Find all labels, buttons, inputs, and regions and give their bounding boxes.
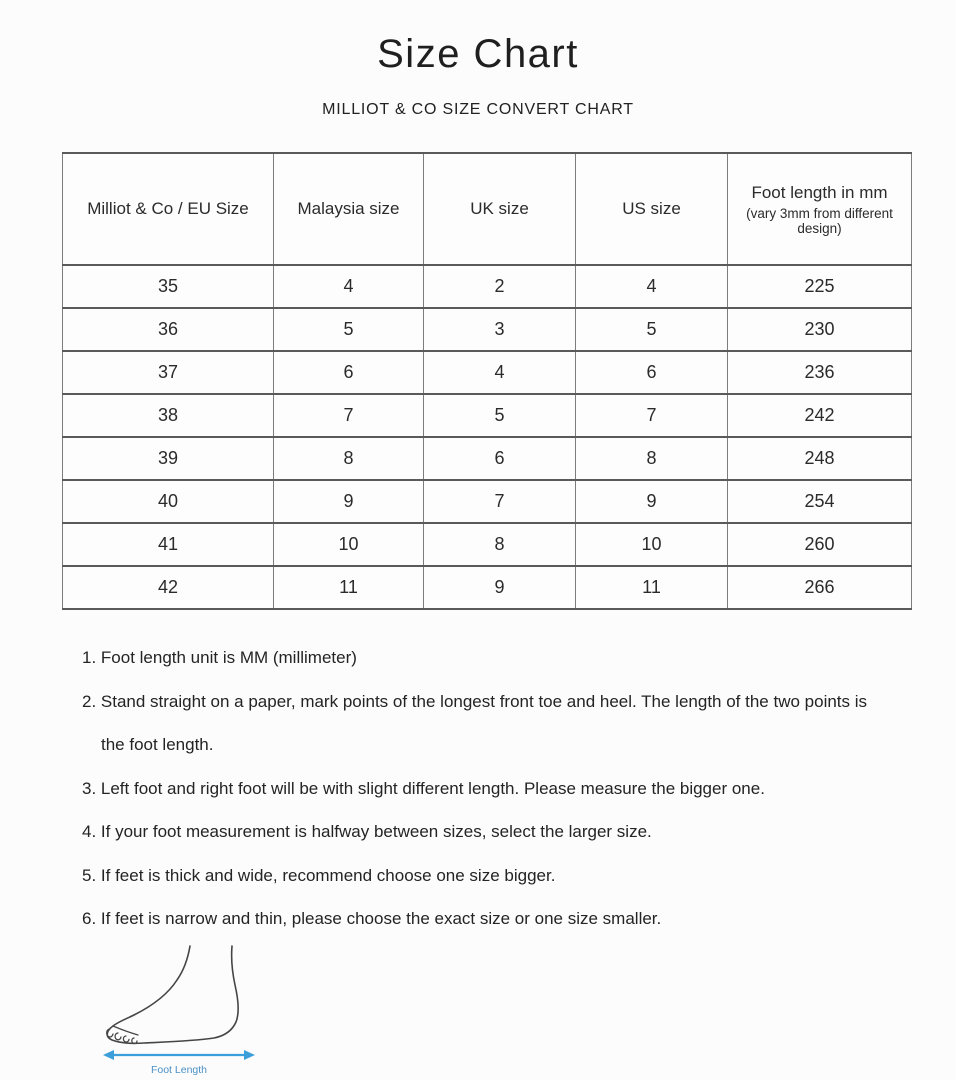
size-convert-table xyxy=(62,152,912,610)
cell-eu-size: 37 xyxy=(63,351,274,394)
note-6: 6. If feet is narrow and thin, please choose the exact size or one size smaller. xyxy=(82,909,662,928)
table-row xyxy=(63,351,912,394)
table-row xyxy=(63,523,912,566)
cell-us-size: 10 xyxy=(576,523,728,566)
arrowhead-right-icon xyxy=(244,1050,255,1060)
cell-us-size: 5 xyxy=(576,308,728,351)
foot-outline-icon xyxy=(98,943,268,1077)
cell-malaysia-size: 10 xyxy=(274,523,424,566)
cell-foot-length: 254 xyxy=(728,480,912,523)
cell-eu-size: 40 xyxy=(63,480,274,523)
cell-eu-size: 35 xyxy=(63,265,274,308)
cell-us-size: 9 xyxy=(576,480,728,523)
note-5: 5. If feet is thick and wide, recommend choose one size bigger. xyxy=(82,865,556,885)
cell-eu-size: 39 xyxy=(63,437,274,480)
column-header-malaysia-size: Malaysia size xyxy=(274,153,424,265)
cell-eu-size: 38 xyxy=(63,394,274,437)
arrowhead-left-icon xyxy=(103,1050,114,1060)
table-row xyxy=(63,394,912,437)
cell-us-size: 11 xyxy=(576,566,728,609)
page-title: Size Chart xyxy=(377,32,579,76)
cell-malaysia-size: 4 xyxy=(274,265,424,308)
cell-malaysia-size: 6 xyxy=(274,351,424,394)
cell-malaysia-size: 11 xyxy=(274,566,424,609)
column-header-eu-size: Milliot & Co / EU Size xyxy=(63,153,274,265)
cell-foot-length: 242 xyxy=(728,394,912,437)
cell-uk-size: 4 xyxy=(424,351,576,394)
column-header-foot-length xyxy=(728,153,912,265)
cell-uk-size: 9 xyxy=(424,566,576,609)
cell-uk-size: 8 xyxy=(424,523,576,566)
cell-us-size: 4 xyxy=(576,265,728,308)
note-2: 2. Stand straight on a paper, mark points of the longest front toe and heel. The length of the two points is the foot length. xyxy=(82,691,868,754)
foot-outline xyxy=(107,946,238,1043)
cell-foot-length: 230 xyxy=(728,308,912,351)
note-1: 1. Foot length unit is MM (millimeter) xyxy=(82,648,357,667)
cell-foot-length: 260 xyxy=(728,523,912,566)
cell-eu-size: 42 xyxy=(63,566,274,609)
foot-toes xyxy=(107,1026,138,1044)
column-header-foot-length-title: Foot length in mm xyxy=(751,182,888,202)
column-header-us-size: US size xyxy=(576,153,728,265)
cell-eu-size: 36 xyxy=(63,308,274,351)
cell-us-size: 6 xyxy=(576,351,728,394)
cell-uk-size: 7 xyxy=(424,480,576,523)
cell-uk-size: 5 xyxy=(424,394,576,437)
cell-foot-length: 248 xyxy=(728,437,912,480)
table-row xyxy=(63,265,912,308)
cell-uk-size: 6 xyxy=(424,437,576,480)
table-row xyxy=(63,566,912,609)
table-row xyxy=(63,480,912,523)
cell-malaysia-size: 7 xyxy=(274,394,424,437)
cell-foot-length: 236 xyxy=(728,351,912,394)
cell-us-size: 7 xyxy=(576,394,728,437)
cell-foot-length: 225 xyxy=(728,265,912,308)
cell-eu-size: 41 xyxy=(63,523,274,566)
cell-malaysia-size: 5 xyxy=(274,308,424,351)
measurement-notes xyxy=(82,636,874,941)
column-header-foot-length-note: (vary 3mm from different design) xyxy=(746,205,893,236)
cell-uk-size: 2 xyxy=(424,265,576,308)
cell-uk-size: 3 xyxy=(424,308,576,351)
foot-measurement-illustration xyxy=(98,943,268,1077)
table-row xyxy=(63,308,912,351)
cell-us-size: 8 xyxy=(576,437,728,480)
cell-malaysia-size: 8 xyxy=(274,437,424,480)
page-subtitle: MILLIOT & CO SIZE CONVERT CHART xyxy=(322,101,634,118)
table-row xyxy=(63,437,912,480)
foot-length-label: Foot Length xyxy=(150,1063,208,1076)
cell-malaysia-size: 9 xyxy=(274,480,424,523)
table-header-row xyxy=(63,153,912,265)
note-4: 4. If your foot measurement is halfway between sizes, select the larger size. xyxy=(82,822,652,841)
column-header-uk-size: UK size xyxy=(424,153,576,265)
cell-foot-length: 266 xyxy=(728,566,912,609)
note-3: 3. Left foot and right foot will be with slight different length. Please measure the bigger one. xyxy=(82,778,765,798)
